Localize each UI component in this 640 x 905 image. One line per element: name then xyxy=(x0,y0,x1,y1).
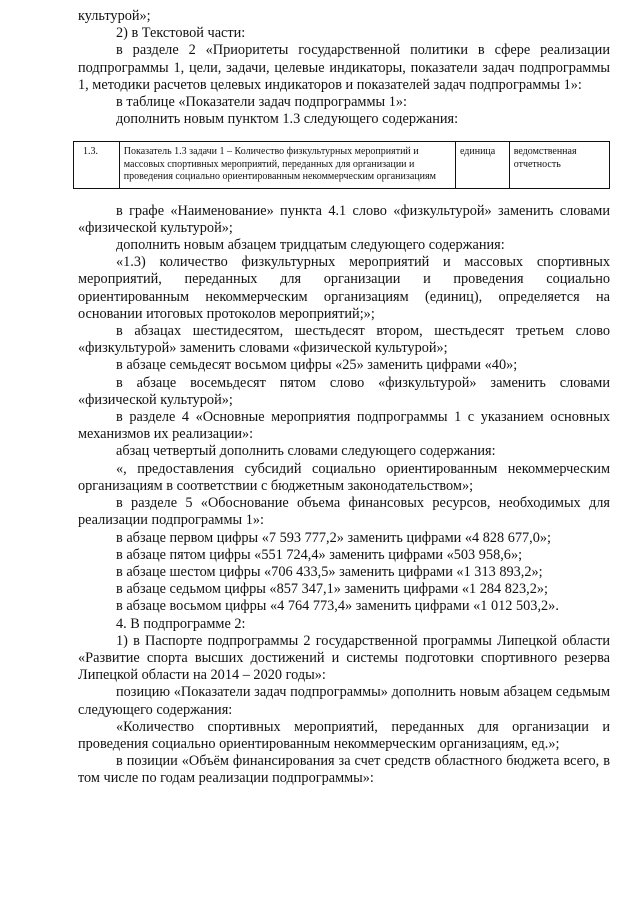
paragraph: 1) в Паспорте подпрограммы 2 государственной программы Липецкой области «Развитие спорта высших достижений и системы подготовки спортивного резерва Липецкой области на 2014 – 2020 годы»: xyxy=(78,632,610,684)
paragraph: абзац четвертый дополнить словами следующего содержания: xyxy=(116,443,496,460)
paragraph: в абзаце восьмом цифры «4 764 773,4» заменить цифрами «1 012 503,2». xyxy=(116,598,559,615)
row-number-cell: 1.3. xyxy=(74,142,120,188)
paragraph: в абзаце семьдесят восьмом цифры «25» заменить цифрами «40»; xyxy=(116,357,518,374)
top-text-block xyxy=(78,8,610,128)
paragraph: в графе «Наименование» пункта 4.1 слово «физкультурой» заменить словами «физической культурой»; xyxy=(78,202,610,236)
paragraph: в разделе 5 «Обоснование объема финансовых ресурсов, необходимых для реализации подпрограммы 1»: xyxy=(78,495,610,529)
paragraph: в абзаце шестом цифры «706 433,5» заменить цифрами «1 313 893,2»; xyxy=(116,563,543,580)
paragraph: 4. В подпрограмме 2: xyxy=(116,615,246,632)
paragraph: в разделе 2 «Приоритеты государственной политики в сфере реализации подпрограммы 1, цели, задачи, целевые индикаторы, показатели задач подпрограммы 1, методики расчетов целевых индикаторов и показателей задач подпрограммы 1»: xyxy=(78,42,610,93)
paragraph: в абзаце пятом цифры «551 724,4» заменить цифрами «503 958,6»; xyxy=(116,546,523,563)
paragraph: в абзацах шестидесятом, шестьдесят втором, шестьдесят третьем слово «физкультурой» заменить словами «физической культурой»; xyxy=(78,323,610,357)
paragraph: в разделе 4 «Основные мероприятия подпрограммы 1 с указанием основных механизмов их реализации»: xyxy=(78,409,610,443)
indicators-table xyxy=(73,141,610,188)
paragraph: в абзаце восемьдесят пятом слово «физкультурой» заменить словами «физической культурой»; xyxy=(78,374,610,408)
paragraph: дополнить новым абзацем тридцатым следующего содержания: xyxy=(116,237,505,254)
table-row xyxy=(74,142,610,188)
paragraph: в абзаце первом цифры «7 593 777,2» заменить цифрами «4 828 677,0»; xyxy=(116,529,552,546)
document-page xyxy=(78,8,610,788)
paragraph: 2) в Текстовой части: xyxy=(116,25,246,42)
paragraph: «Количество спортивных мероприятий, переданных для организации и проведения социально ориентированным некоммерческим организациям, ед.»; xyxy=(78,718,610,752)
source-cell: ведомственная отчетность xyxy=(509,142,609,188)
paragraph: «, предоставления субсидий социально ориентированным некоммерческим организациям в соответствии с бюджетным законодательством»; xyxy=(78,460,610,494)
paragraph: в позиции «Объём финансирования за счет средств областного бюджета всего, в том числе по годам реализации подпрограммы»: xyxy=(78,753,610,787)
bottom-text-block xyxy=(78,203,610,788)
indicator-name-cell: Показатель 1.3 задачи 1 – Количество физкультурных мероприятий и массовых спортивных мероприятий, переданных для организации и проведения социально ориентированным некоммерческим организациям xyxy=(119,142,455,188)
paragraph: культурой»; xyxy=(78,8,151,24)
paragraph: дополнить новым пунктом 1.3 следующего содержания: xyxy=(116,111,459,128)
unit-cell: единица xyxy=(455,142,509,188)
paragraph: «1.3) количество физкультурных мероприятий и массовых спортивных мероприятий, переданных для организации и проведения социально ориентированным некоммерческим организациям (единиц), определяется на основании итоговых протоколов мероприятий;»; xyxy=(78,254,610,322)
paragraph: в абзаце седьмом цифры «857 347,1» заменить цифрами «1 284 823,2»; xyxy=(116,581,549,598)
paragraph: в таблице «Показатели задач подпрограммы 1»: xyxy=(116,94,407,111)
paragraph: позицию «Показатели задач подпрограммы» дополнить новым абзацем седьмым следующего содержания: xyxy=(78,684,610,718)
